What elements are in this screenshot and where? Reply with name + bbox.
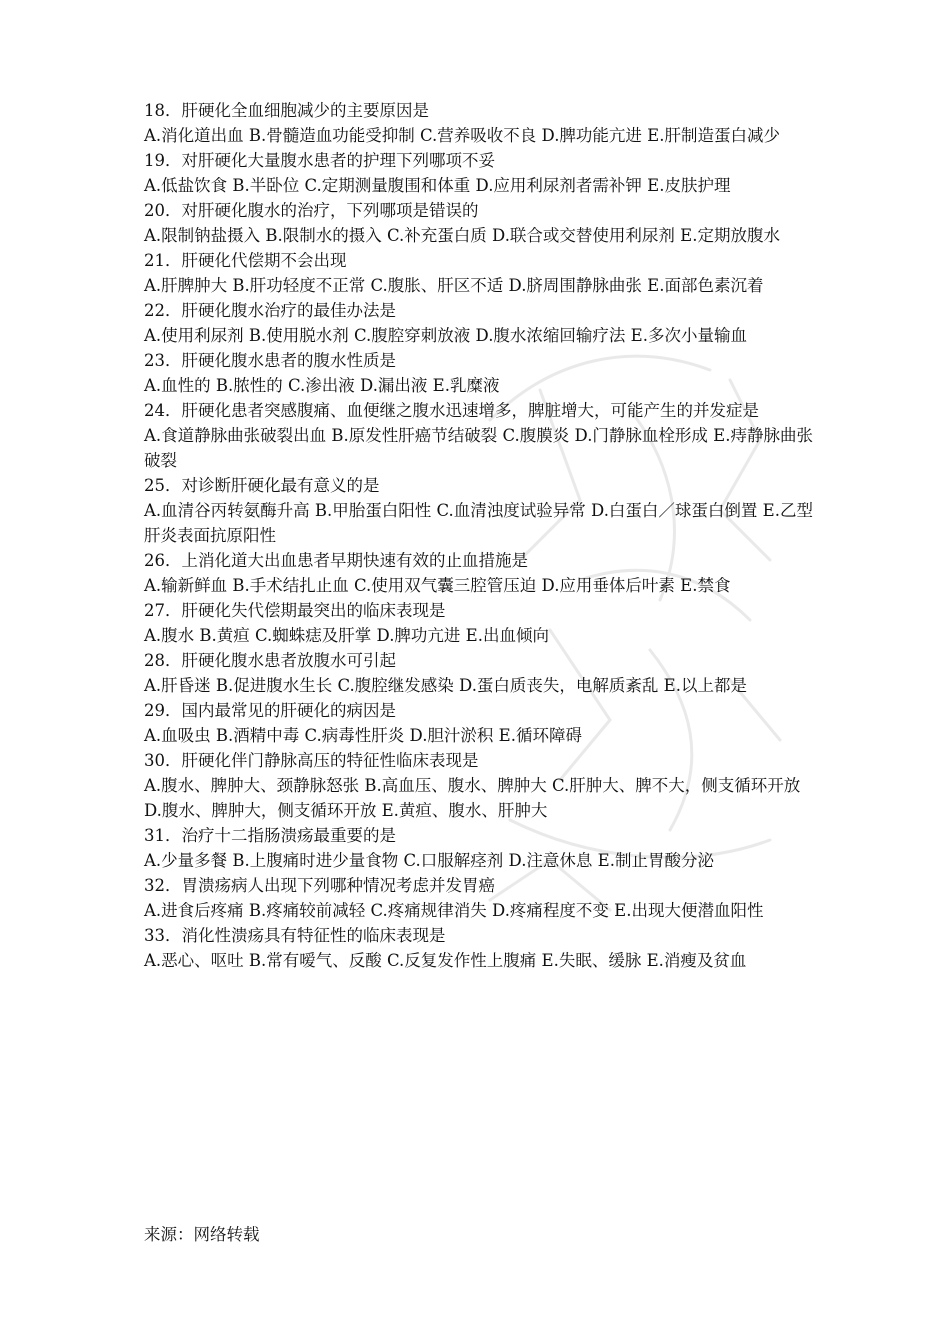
options-30-continued: D.腹水、脾肿大，侧支循环开放 E.黄疸、腹水、肝肿大 [144, 801, 548, 820]
question-22: 22．肝硬化腹水治疗的最佳办法是 [144, 301, 396, 320]
question-28: 28．肝硬化腹水患者放腹水可引起 [144, 651, 396, 670]
question-25: 25．对诊断肝硬化最有意义的是 [144, 476, 380, 495]
question-33: 33．消化性溃疡具有特征性的临床表现是 [144, 926, 446, 945]
question-19: 19．对肝硬化大量腹水患者的护理下列哪项不妥 [144, 151, 495, 170]
options-28: A.肝昏迷 B.促进腹水生长 C.腹腔继发感染 D.蛋白质丧失，电解质紊乱 E.以上都是 [144, 676, 747, 695]
options-21: A.肝脾肿大 B.肝功轻度不正常 C.腹胀、肝区不适 D.脐周围静脉曲张 E.面部色素沉着 [144, 276, 764, 295]
options-22: A.使用利尿剂 B.使用脱水剂 C.腹腔穿刺放液 D.腹水浓缩回输疗法 E.多次小量输血 [144, 326, 747, 345]
question-20: 20．对肝硬化腹水的治疗，下列哪项是错误的 [144, 201, 479, 220]
options-20: A.限制钠盐摄入 B.限制水的摄入 C.补充蛋白质 D.联合或交替使用利尿剂 E.定期放腹水 [144, 226, 780, 245]
question-31: 31．治疗十二指肠溃疡最重要的是 [144, 826, 396, 845]
question-30: 30．肝硬化伴门静脉高压的特征性临床表现是 [144, 751, 479, 770]
question-27: 27．肝硬化失代偿期最突出的临床表现是 [144, 601, 446, 620]
options-27: A.腹水 B.黄疸 C.蜘蛛痣及肝掌 D.脾功亢进 E.出血倾向 [144, 626, 549, 645]
options-26: A.输新鲜血 B.手术结扎止血 C.使用双气囊三腔管压迫 D.应用垂体后叶素 E.禁食 [144, 576, 731, 595]
options-33: A.恶心、呕吐 B.常有嗳气、反酸 C.反复发作性上腹痛 E.失眠、缓脉 E.消瘦及贫血 [144, 951, 747, 970]
options-30: A.腹水、脾肿大、颈静脉怒张 B.高血压、腹水、脾肿大 C.肝肿大、脾不大，侧支循环开放 [144, 776, 801, 795]
options-31: A.少量多餐 B.上腹痛时进少量食物 C.口服解痉剂 D.注意休息 E.制止胃酸分泌 [144, 851, 714, 870]
options-18: A.消化道出血 B.骨髓造血功能受抑制 C.营养吸收不良 D.脾功能亢进 E.肝制造蛋白减少 [144, 126, 780, 145]
question-list [144, 98, 820, 973]
options-32: A.进食后疼痛 B.疼痛较前减轻 C.疼痛规律消失 D.疼痛程度不变 E.出现大便潜血阳性 [144, 901, 764, 920]
question-21: 21．肝硬化代偿期不会出现 [144, 251, 347, 270]
options-25: A.血清谷丙转氨酶升高 B.甲胎蛋白阳性 C.血清浊度试验异常 D.白蛋白／球蛋白倒置 E.乙型肝炎表面抗原阳性 [144, 501, 813, 545]
question-26: 26．上消化道大出血患者早期快速有效的止血措施是 [144, 551, 528, 570]
question-32: 32．胃溃疡病人出现下列哪种情况考虑并发胃癌 [144, 876, 495, 895]
options-19: A.低盐饮食 B.半卧位 C.定期测量腹围和体重 D.应用利尿剂者需补钾 E.皮肤护理 [144, 176, 731, 195]
options-29: A.血吸虫 B.酒精中毒 C.病毒性肝炎 D.胆汁淤积 E.循环障碍 [144, 726, 582, 745]
question-23: 23．肝硬化腹水患者的腹水性质是 [144, 351, 396, 370]
options-24: A.食道静脉曲张破裂出血 B.原发性肝癌节结破裂 C.腹膜炎 D.门静脉血栓形成 E.痔静脉曲张破裂 [144, 426, 813, 470]
question-29: 29．国内最常见的肝硬化的病因是 [144, 701, 396, 720]
source-footer: 来源：网络转载 [144, 1225, 260, 1244]
question-18: 18．肝硬化全血细胞减少的主要原因是 [144, 101, 429, 120]
options-23: A.血性的 B.脓性的 C.渗出液 D.漏出液 E.乳糜液 [144, 376, 500, 395]
question-24: 24．肝硬化患者突感腹痛、血便继之腹水迅速增多，脾脏增大，可能产生的并发症是 [144, 401, 759, 420]
